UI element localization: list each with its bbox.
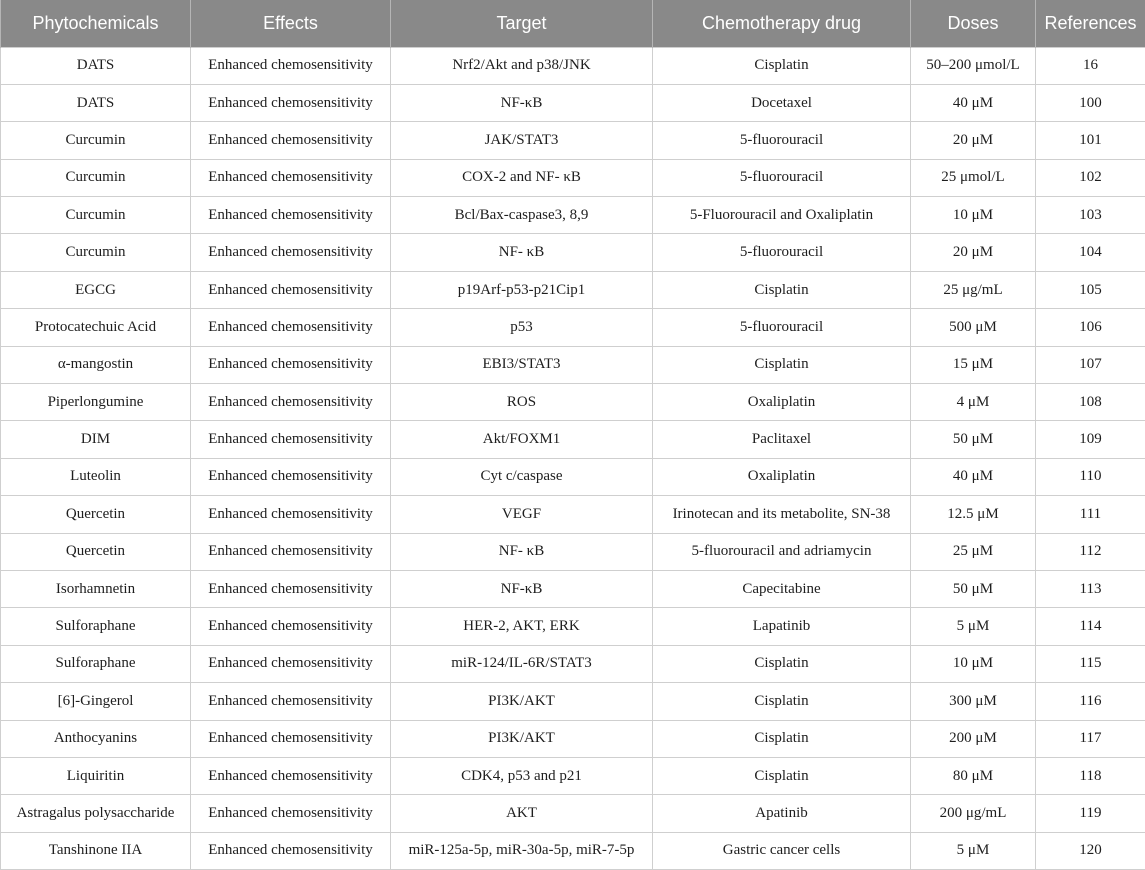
- cell-drug: Gastric cancer cells: [653, 832, 911, 869]
- header-phytochemicals: Phytochemicals: [1, 0, 191, 47]
- cell-drug: Docetaxel: [653, 84, 911, 121]
- cell-drug: Cisplatin: [653, 47, 911, 84]
- cell-phytochemical: DIM: [1, 421, 191, 458]
- cell-drug: Cisplatin: [653, 271, 911, 308]
- cell-drug: 5-Fluorouracil and Oxaliplatin: [653, 197, 911, 234]
- cell-reference: 106: [1036, 309, 1145, 346]
- cell-phytochemical: [6]-Gingerol: [1, 683, 191, 720]
- cell-effect: Enhanced chemosensitivity: [191, 496, 391, 533]
- cell-target: VEGF: [391, 496, 653, 533]
- header-references: References: [1036, 0, 1145, 47]
- cell-reference: 117: [1036, 720, 1145, 757]
- cell-phytochemical: Tanshinone IIA: [1, 832, 191, 869]
- table-header: [1, 0, 1145, 47]
- table-row: [1, 122, 1145, 159]
- table-row: [1, 608, 1145, 645]
- cell-dose: 80 μM: [911, 757, 1036, 794]
- cell-effect: Enhanced chemosensitivity: [191, 832, 391, 869]
- cell-drug: Irinotecan and its metabolite, SN-38: [653, 496, 911, 533]
- table-row: [1, 496, 1145, 533]
- table-row: [1, 234, 1145, 271]
- cell-effect: Enhanced chemosensitivity: [191, 645, 391, 682]
- cell-effect: Enhanced chemosensitivity: [191, 159, 391, 196]
- cell-drug: Capecitabine: [653, 570, 911, 607]
- cell-dose: 40 μM: [911, 458, 1036, 495]
- cell-drug: 5-fluorouracil: [653, 159, 911, 196]
- header-doses: Doses: [911, 0, 1036, 47]
- cell-effect: Enhanced chemosensitivity: [191, 458, 391, 495]
- table-row: [1, 159, 1145, 196]
- table-row: [1, 683, 1145, 720]
- cell-reference: 120: [1036, 832, 1145, 869]
- cell-reference: 101: [1036, 122, 1145, 159]
- cell-target: miR-125a-5p, miR-30a-5p, miR-7-5p: [391, 832, 653, 869]
- cell-dose: 4 μM: [911, 384, 1036, 421]
- cell-drug: Cisplatin: [653, 683, 911, 720]
- cell-drug: Lapatinib: [653, 608, 911, 645]
- cell-effect: Enhanced chemosensitivity: [191, 570, 391, 607]
- cell-effect: Enhanced chemosensitivity: [191, 84, 391, 121]
- cell-target: NF- κB: [391, 533, 653, 570]
- cell-reference: 109: [1036, 421, 1145, 458]
- cell-drug: Oxaliplatin: [653, 458, 911, 495]
- cell-dose: 10 μM: [911, 197, 1036, 234]
- cell-dose: 50 μM: [911, 421, 1036, 458]
- cell-target: NF-κB: [391, 84, 653, 121]
- cell-target: EBI3/STAT3: [391, 346, 653, 383]
- table-row: [1, 197, 1145, 234]
- cell-reference: 108: [1036, 384, 1145, 421]
- cell-phytochemical: Astragalus polysaccharide: [1, 795, 191, 832]
- cell-phytochemical: Anthocyanins: [1, 720, 191, 757]
- table-row: [1, 47, 1145, 84]
- cell-drug: Paclitaxel: [653, 421, 911, 458]
- table-body: [1, 47, 1145, 870]
- cell-reference: 107: [1036, 346, 1145, 383]
- cell-target: CDK4, p53 and p21: [391, 757, 653, 794]
- cell-effect: Enhanced chemosensitivity: [191, 309, 391, 346]
- cell-reference: 115: [1036, 645, 1145, 682]
- cell-reference: 100: [1036, 84, 1145, 121]
- cell-target: PI3K/AKT: [391, 683, 653, 720]
- cell-target: JAK/STAT3: [391, 122, 653, 159]
- cell-dose: 12.5 μM: [911, 496, 1036, 533]
- cell-phytochemical: Sulforaphane: [1, 608, 191, 645]
- cell-effect: Enhanced chemosensitivity: [191, 346, 391, 383]
- cell-dose: 300 μM: [911, 683, 1036, 720]
- cell-target: p53: [391, 309, 653, 346]
- cell-phytochemical: Curcumin: [1, 122, 191, 159]
- cell-phytochemical: DATS: [1, 84, 191, 121]
- table-row: [1, 570, 1145, 607]
- cell-target: NF-κB: [391, 570, 653, 607]
- cell-reference: 111: [1036, 496, 1145, 533]
- cell-effect: Enhanced chemosensitivity: [191, 421, 391, 458]
- cell-target: NF- κB: [391, 234, 653, 271]
- cell-target: HER-2, AKT, ERK: [391, 608, 653, 645]
- cell-dose: 50–200 μmol/L: [911, 47, 1036, 84]
- cell-drug: Cisplatin: [653, 757, 911, 794]
- table-row: [1, 421, 1145, 458]
- cell-dose: 50 μM: [911, 570, 1036, 607]
- cell-reference: 119: [1036, 795, 1145, 832]
- cell-effect: Enhanced chemosensitivity: [191, 795, 391, 832]
- cell-drug: 5-fluorouracil: [653, 234, 911, 271]
- cell-phytochemical: Curcumin: [1, 159, 191, 196]
- cell-target: Bcl/Bax-caspase3, 8,9: [391, 197, 653, 234]
- cell-dose: 25 μmol/L: [911, 159, 1036, 196]
- cell-dose: 200 μM: [911, 720, 1036, 757]
- cell-dose: 15 μM: [911, 346, 1036, 383]
- cell-target: Cyt c/caspase: [391, 458, 653, 495]
- table-row: [1, 645, 1145, 682]
- header-effects: Effects: [191, 0, 391, 47]
- cell-dose: 25 μg/mL: [911, 271, 1036, 308]
- header-chemotherapy-drug: Chemotherapy drug: [653, 0, 911, 47]
- cell-phytochemical: Quercetin: [1, 533, 191, 570]
- cell-effect: Enhanced chemosensitivity: [191, 533, 391, 570]
- cell-dose: 5 μM: [911, 832, 1036, 869]
- table-row: [1, 384, 1145, 421]
- cell-reference: 103: [1036, 197, 1145, 234]
- cell-phytochemical: Isorhamnetin: [1, 570, 191, 607]
- cell-target: ROS: [391, 384, 653, 421]
- cell-effect: Enhanced chemosensitivity: [191, 47, 391, 84]
- table-row: [1, 458, 1145, 495]
- cell-drug: 5-fluorouracil: [653, 122, 911, 159]
- header-row: [1, 0, 1145, 47]
- cell-phytochemical: DATS: [1, 47, 191, 84]
- table-row: [1, 533, 1145, 570]
- cell-effect: Enhanced chemosensitivity: [191, 608, 391, 645]
- cell-reference: 104: [1036, 234, 1145, 271]
- table-row: [1, 271, 1145, 308]
- table-row: [1, 309, 1145, 346]
- cell-drug: Cisplatin: [653, 346, 911, 383]
- cell-reference: 114: [1036, 608, 1145, 645]
- cell-drug: 5-fluorouracil and adriamycin: [653, 533, 911, 570]
- cell-effect: Enhanced chemosensitivity: [191, 757, 391, 794]
- cell-drug: Cisplatin: [653, 720, 911, 757]
- cell-dose: 25 μM: [911, 533, 1036, 570]
- cell-reference: 118: [1036, 757, 1145, 794]
- cell-target: miR-124/IL-6R/STAT3: [391, 645, 653, 682]
- cell-reference: 113: [1036, 570, 1145, 607]
- cell-drug: 5-fluorouracil: [653, 309, 911, 346]
- cell-effect: Enhanced chemosensitivity: [191, 683, 391, 720]
- cell-drug: Oxaliplatin: [653, 384, 911, 421]
- cell-phytochemical: α-mangostin: [1, 346, 191, 383]
- cell-target: AKT: [391, 795, 653, 832]
- cell-phytochemical: Protocatechuic Acid: [1, 309, 191, 346]
- cell-effect: Enhanced chemosensitivity: [191, 720, 391, 757]
- cell-target: Nrf2/Akt and p38/JNK: [391, 47, 653, 84]
- cell-phytochemical: Curcumin: [1, 234, 191, 271]
- cell-phytochemical: EGCG: [1, 271, 191, 308]
- cell-reference: 116: [1036, 683, 1145, 720]
- table-row: [1, 720, 1145, 757]
- cell-drug: Apatinib: [653, 795, 911, 832]
- cell-effect: Enhanced chemosensitivity: [191, 384, 391, 421]
- cell-drug: Cisplatin: [653, 645, 911, 682]
- cell-dose: 40 μM: [911, 84, 1036, 121]
- cell-dose: 20 μM: [911, 234, 1036, 271]
- cell-phytochemical: Sulforaphane: [1, 645, 191, 682]
- cell-effect: Enhanced chemosensitivity: [191, 122, 391, 159]
- table-row: [1, 832, 1145, 869]
- cell-effect: Enhanced chemosensitivity: [191, 197, 391, 234]
- cell-phytochemical: Luteolin: [1, 458, 191, 495]
- cell-reference: 102: [1036, 159, 1145, 196]
- cell-dose: 200 μg/mL: [911, 795, 1036, 832]
- cell-target: p19Arf-p53-p21Cip1: [391, 271, 653, 308]
- cell-phytochemical: Quercetin: [1, 496, 191, 533]
- cell-reference: 112: [1036, 533, 1145, 570]
- cell-phytochemical: Piperlongumine: [1, 384, 191, 421]
- cell-effect: Enhanced chemosensitivity: [191, 271, 391, 308]
- cell-dose: 20 μM: [911, 122, 1036, 159]
- cell-dose: 10 μM: [911, 645, 1036, 682]
- cell-effect: Enhanced chemosensitivity: [191, 234, 391, 271]
- cell-reference: 110: [1036, 458, 1145, 495]
- table-row: [1, 757, 1145, 794]
- cell-dose: 500 μM: [911, 309, 1036, 346]
- cell-phytochemical: Liquiritin: [1, 757, 191, 794]
- cell-dose: 5 μM: [911, 608, 1036, 645]
- cell-phytochemical: Curcumin: [1, 197, 191, 234]
- cell-reference: 105: [1036, 271, 1145, 308]
- cell-reference: 16: [1036, 47, 1145, 84]
- table-row: [1, 346, 1145, 383]
- cell-target: Akt/FOXM1: [391, 421, 653, 458]
- cell-target: COX-2 and NF- κB: [391, 159, 653, 196]
- table-row: [1, 84, 1145, 121]
- header-target: Target: [391, 0, 653, 47]
- table-row: [1, 795, 1145, 832]
- cell-target: PI3K/AKT: [391, 720, 653, 757]
